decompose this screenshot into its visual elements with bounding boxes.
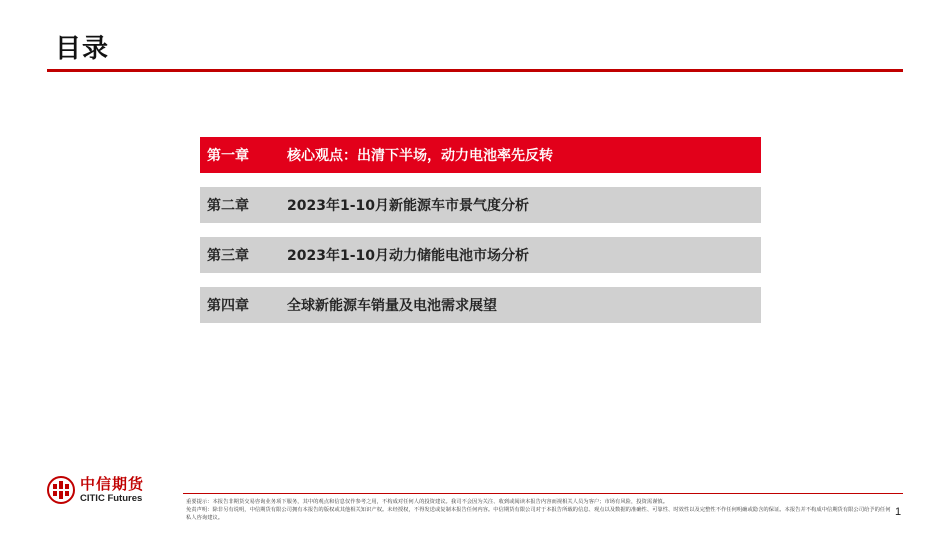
logo-chinese-name: 中信期货 [80, 474, 145, 493]
disclaimer [186, 498, 894, 522]
legal-disclaimer: 免责声明：除非另有说明，中信期货有限公司拥有本报告的版权或其他相关知识产权。未经授权，不得发送或复制本报告任何内容。中信期货有限公司对于本报告所载的信息、观点以及数据的准确性、可靠性、时效性以及完整性不作任何明确或隐含的保证。本报告并不构成中信期货有限公司给予的任何私人咨询建议。 [186, 507, 891, 521]
chapter-label: 第一章 [207, 148, 249, 164]
chapter-title: 核心观点：出清下半场，动力电池率先反转 [287, 148, 553, 164]
footer-divider [183, 493, 903, 494]
citic-logo-icon [47, 476, 75, 504]
page-number: 1 [895, 506, 902, 518]
toc-item-chapter-4[interactable] [200, 287, 761, 323]
table-of-contents [200, 137, 761, 337]
page-title: 目录 [55, 34, 110, 64]
chapter-label: 第四章 [207, 298, 249, 314]
chapter-label: 第三章 [207, 248, 249, 264]
chapter-label: 第二章 [207, 198, 249, 214]
chapter-title: 2023年1-10月新能源车市景气度分析 [287, 198, 529, 214]
title-divider [47, 69, 903, 72]
toc-item-chapter-1[interactable] [200, 137, 761, 173]
logo-english-name: CITIC Futures [80, 492, 143, 504]
toc-item-chapter-3[interactable] [200, 237, 761, 273]
important-notice: 重要提示：本报告非期货交易咨询业务项下服务，其中的观点和信息仅作参考之用，不构成对任何人的投资建议。我司不会因为关注、收到或阅读本报告内容而视相关人员为客户；市场有风险，投资需谨慎。 [186, 499, 669, 505]
citic-futures-logo [47, 476, 144, 504]
toc-item-chapter-2[interactable] [200, 187, 761, 223]
chapter-title: 全球新能源车销量及电池需求展望 [287, 298, 497, 314]
chapter-title: 2023年1-10月动力储能电池市场分析 [287, 248, 529, 264]
